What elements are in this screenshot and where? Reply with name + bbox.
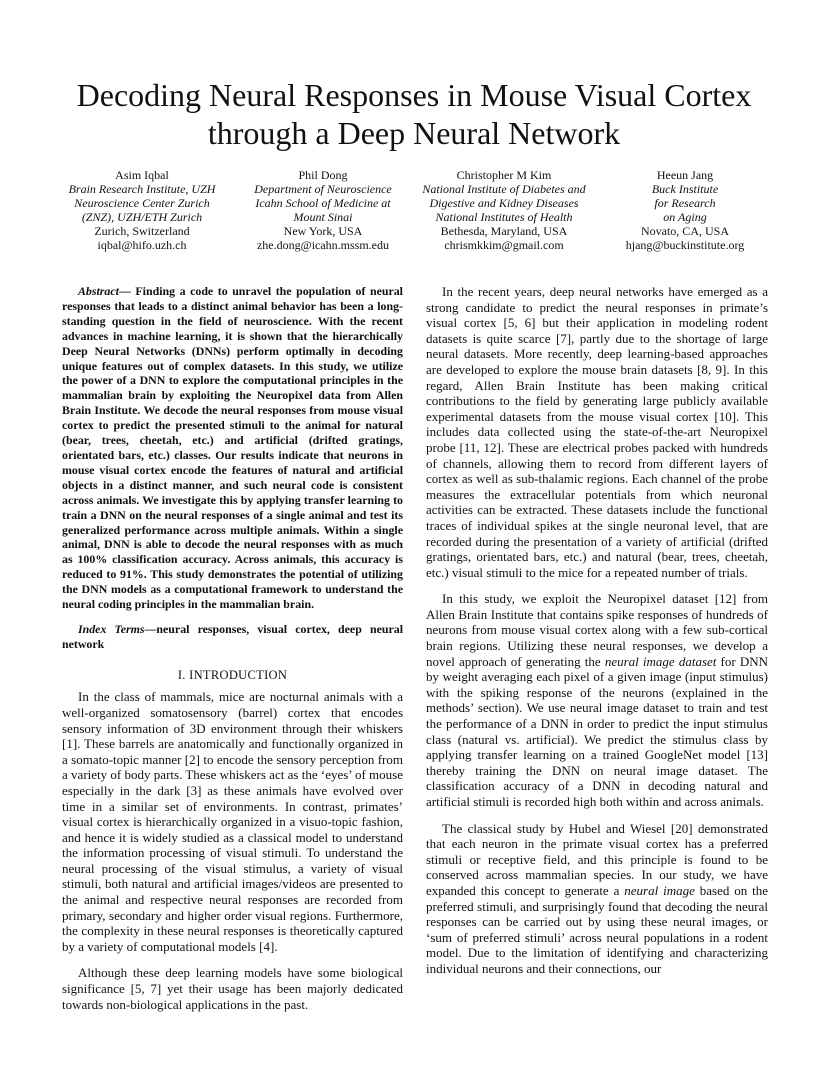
author-email: hjang@buckinstitute.org	[625, 238, 745, 252]
author-block	[404, 168, 604, 252]
title-line-2: through a Deep Neural Network	[207, 115, 621, 151]
index-terms-lead: Index Terms	[78, 621, 145, 636]
author-email: chrismkkim@gmail.com	[444, 238, 564, 252]
index-terms-text: —neural responses, visual cortex, deep neural network	[62, 621, 403, 651]
author-name: Christopher M Kim	[456, 168, 552, 182]
section-title-rest: NTRODUCTION	[193, 667, 288, 682]
paragraph	[426, 591, 768, 809]
paragraph-text: In this study, we exploit the Neuropixel dataset [12] from Allen Brain Institute that contains spike responses of hundreds of neurons from mouse visual cortex along with a few sub-cortical brain regions. Utilizing these neural responses, we develop a novel approach of generating the	[426, 591, 768, 669]
author-affiliation: Brain Research Institute, UZH	[68, 182, 216, 196]
paragraph: In the recent years, deep neural networks have emerged as a strong candidate to predict the neural responses in primate’s visual cortex [5, 6] but their application in modeling rodent datasets is quite scarce [7], partly due to the shortage of large neural datasets. More recently, deep learning-based approaches are developed to explore the mouse brain datasets [8, 9]. In this regard, Allen Brain Institute has been making critical contributions to the field by generating large publicly available experimental datasets from the mouse visual cortex [10]. This includes data collected using the state-of-the-art Neuropixel probe [11, 12]. These are electrical probes packed with hundreds of channels, allowing them to record from different layers of cortex as well as sub-thalamic regions. Each channel of the probe measures the extracellular potentials from which neuronal activities can be extracted. These datasets include the functional traces of individual spikes at the single neuronal level, that are recorded during the presentation of a variety of artificial (drifted gratings, orientated bars, etc.) and natural (bear, trees, cheetah, etc.) visual stimuli to the mice for a repeated number of trials.	[426, 284, 768, 580]
title-line-1: Decoding Neural Responses in Mouse Visual Cortex	[76, 77, 752, 113]
abstract	[62, 284, 403, 612]
author-affiliation: Department of Neuroscience	[254, 182, 392, 196]
author-location: Bethesda, Maryland, USA	[440, 224, 568, 238]
author-location: New York, USA	[283, 224, 363, 238]
author-email: zhe.dong@icahn.mssm.edu	[256, 238, 390, 252]
author-name: Phil Dong	[298, 168, 348, 182]
left-column	[62, 284, 403, 1012]
paragraph: In the class of mammals, mice are nocturnal animals with a well-organized somatosensory (barrel) cortex that encodes sensory information of 3D environment through their whiskers [1]. These barrels are anatomically and functionally organized in a somato-topic manner [2] to encode the sensory perception from a variety of body parts. These whiskers act as the ‘eyes’ of mouse especially in the dark [3] as these animals have evolved over time in a similar set of environments. In contrast, primates’ visual cortex is hierarchically organized in a visuo-topic fashion, and hence it is widely studied as a classical model to understand the information processing of visual stimuli. To understand the neural processing of the visual stimulus, a variety of visual stimuli, both natural and artificial images/videos are presented to the animal and respective neural responses are recorded from primary, secondary and higher order visual regions. Furthermore, the complexity in these neural responses is theoretically captured by a variety of computational models [4].	[62, 689, 403, 954]
author-block	[585, 168, 785, 252]
emphasis-text: neural image dataset	[604, 653, 717, 669]
author-affiliation: on Aging	[663, 210, 707, 224]
abstract-lead: Abstract	[78, 284, 119, 298]
author-block	[223, 168, 423, 252]
author-affiliation: (ZNZ), UZH/ETH Zurich	[81, 210, 203, 224]
author-affiliation: Digestive and Kidney Diseases	[429, 196, 579, 210]
author-affiliation: Icahn School of Medicine at	[255, 196, 391, 210]
paragraph	[426, 821, 768, 977]
author-affiliation: Neuroscience Center Zurich	[74, 196, 210, 210]
section-heading	[62, 668, 403, 684]
author-location: Novato, CA, USA	[640, 224, 729, 238]
index-terms	[62, 622, 403, 652]
paragraph-text: The classical study by Hubel and Wiesel [20] demonstrated that each neuron in the primate visual cortex has a preferred stimuli or receptive field, and this principle is found to be conserved across mammalian species. In our study, we have expanded this concept to generate a	[426, 820, 768, 898]
emphasis-text: neural image	[624, 882, 695, 898]
right-column	[426, 284, 768, 977]
author-block	[42, 168, 242, 252]
paragraph-text: based on the preferred stimuli, and surprisingly found that decoding the neural responses can be carried out by using these neural images, or ‘sum of preferred stimuli’ across neural populations in a rodent model. Due to the limitation of identifying and characterizing individual neurons and their connections, our	[426, 882, 769, 976]
section-number: I.	[177, 667, 186, 682]
paragraph-text: for DNN by weight averaging each pixel of a given image (input stimulus) with the spiking response of the neurons (explained in the methods’ section). We use neural image dataset to train and test the performance of a DNN in order to predict the input stimulus class (natural vs. artificial). We predict the stimulus class by applying transfer learning on a trained GoogleNet model [13] thereby training the DNN on neural image dataset. The classification accuracy of a DNN in decoding natural and artificial stimuli is recorded high both within and across animals.	[426, 653, 769, 809]
author-name: Heeun Jang	[656, 168, 714, 182]
author-affiliation: National Institutes of Health	[435, 210, 573, 224]
author-email: iqbal@hifo.uzh.ch	[97, 238, 187, 252]
author-affiliation: for Research	[654, 196, 716, 210]
abstract-text: — Finding a code to unravel the population of neural responses that leads to a distinct animal behavior has been a long-standing question in the field of neuroscience. With the recent advances in machine learning, it is shown that the hierarchically Deep Neural Networks (DNNs) perform optimally in decoding unique features out of complex datasets. In this study, we utilize the power of a DNN to explore the computational principles in the mammalian brain by exploiting the Neuropixel data from Allen Brain Institute. We decode the neural responses from mouse visual cortex to predict the presented stimuli to the animal for natural (bear, trees, cheetah, etc.) and artificial (drifted gratings, orientated bars, etc.) classes. Our results indicate that neurons in mouse visual cortex encode the features of natural and artificial objects in a distinct manner, and such neural code is consistent across animals. We investigate this by applying transfer learning to train a DNN on the neural responses of a single animal and test its generalized performance across multiple animals. Within a single animal, DNN is able to decode the neural responses with as much as 100% classification accuracy. Across animals, this accuracy is reduced to 91%. This study demonstrates the potential of utilizing the DNN models as a computational framework to understand the neural coding principles in the mammalian brain.	[62, 284, 403, 612]
author-name: Asim Iqbal	[115, 168, 169, 182]
author-affiliation: Buck Institute	[651, 182, 719, 196]
author-affiliation: Mount Sinai	[293, 210, 353, 224]
author-location: Zurich, Switzerland	[94, 224, 190, 238]
paragraph: Although these deep learning models have some biological significance [5, 7] yet their usage has been majorly dedicated towards non-biological applications in the past.	[62, 965, 403, 1012]
paper-title	[40, 76, 788, 152]
author-affiliation: National Institute of Diabetes and	[422, 182, 586, 196]
section-title-first-letter: I	[189, 667, 194, 682]
